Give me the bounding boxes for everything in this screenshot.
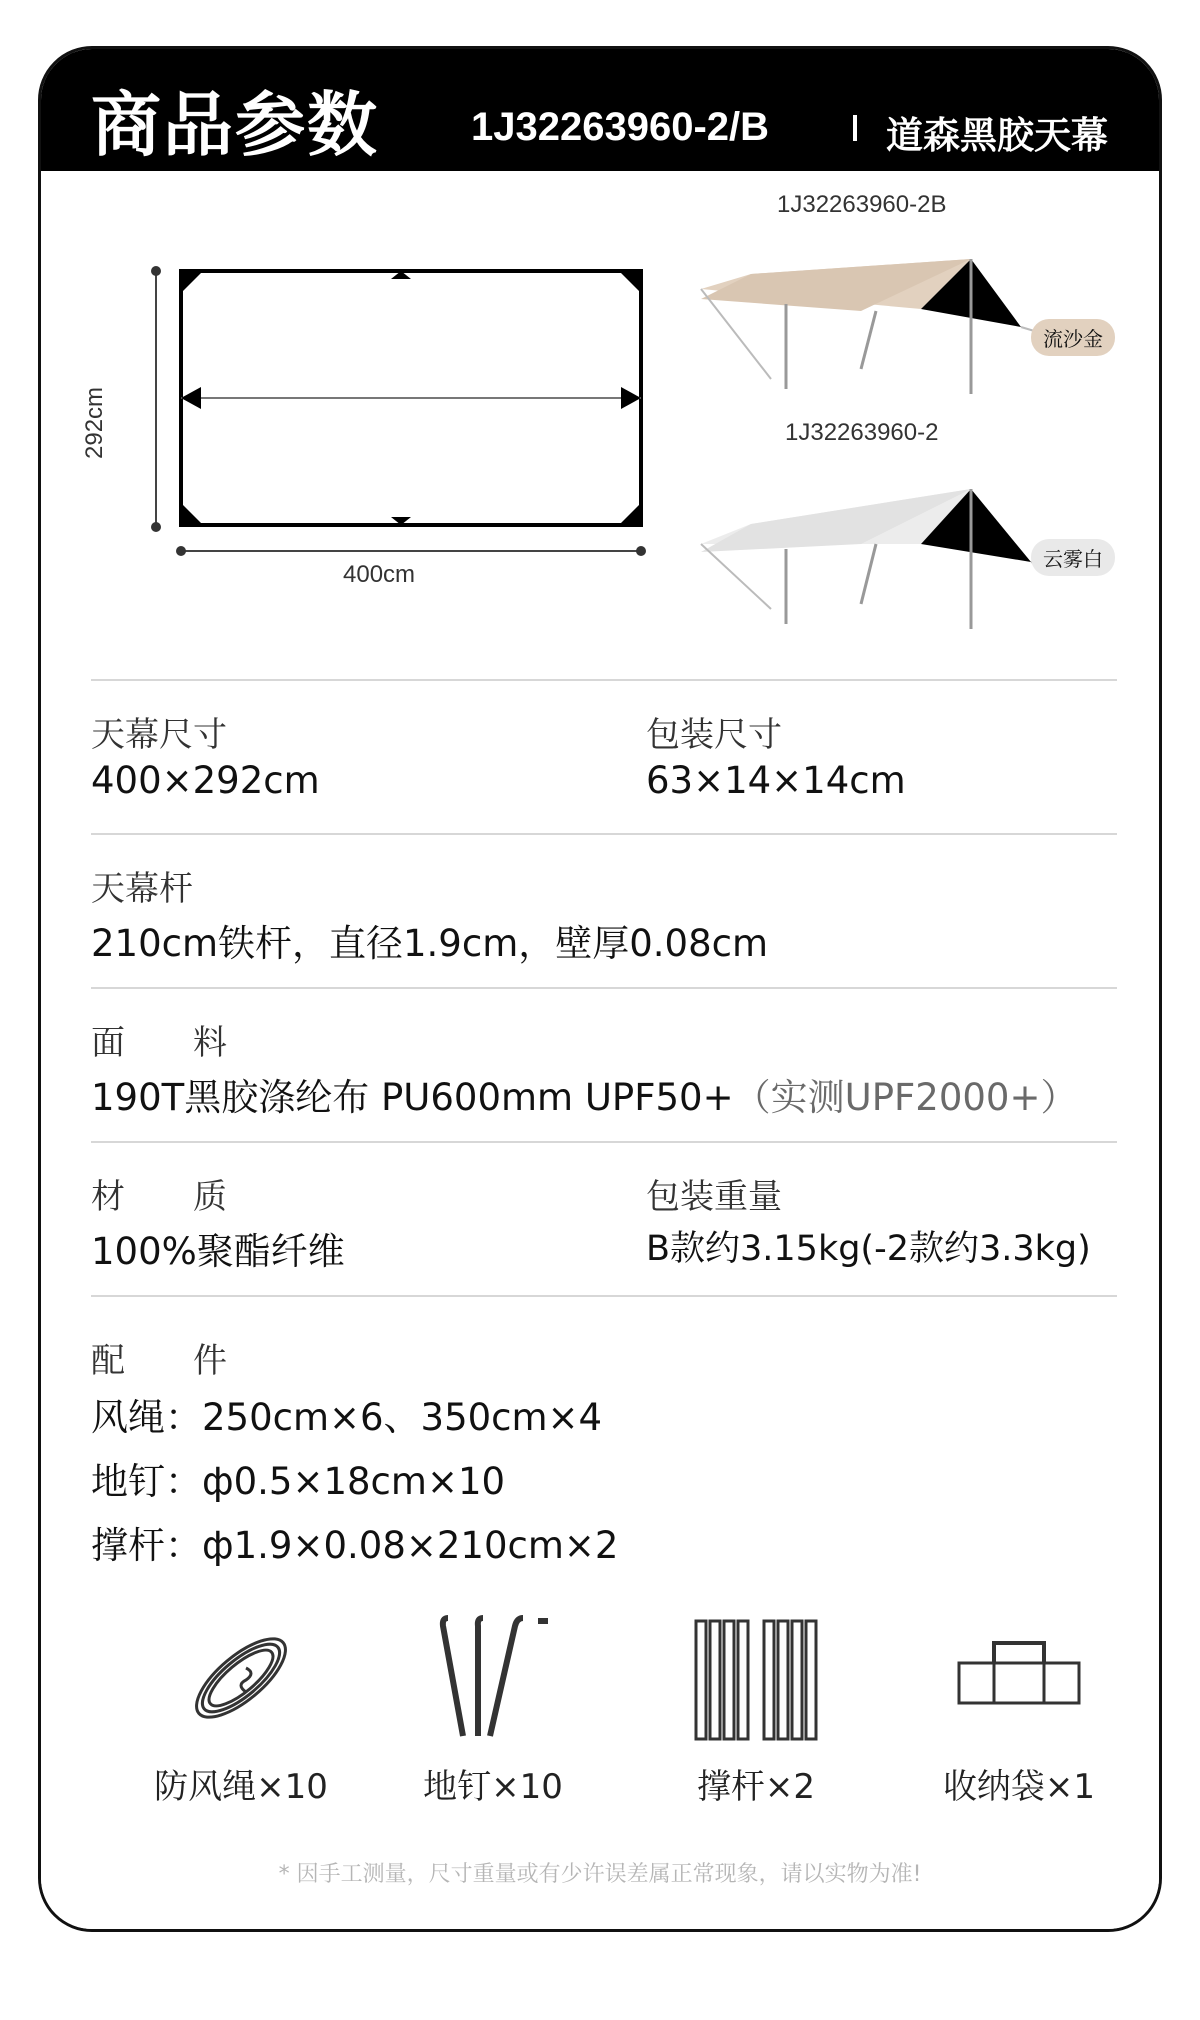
pack-size-value: 63×14×14cm [646, 759, 906, 802]
model-number: 1J32263960-2/B [471, 105, 770, 149]
divider [91, 679, 1117, 681]
accessory-label-poles: 撑杆×2 [696, 1767, 816, 1807]
tarp-dimension-diagram [101, 259, 701, 589]
fabric-label: 面 料 [91, 1023, 227, 1063]
divider [91, 1141, 1117, 1143]
product-spec-card [38, 46, 1162, 1932]
accessory-label-bag: 收纳袋×1 [942, 1767, 1096, 1807]
tarp-image-gold [691, 219, 1111, 399]
fabric-extra-value: （实测UPF2000+） [733, 1076, 1078, 1119]
material-value: 100%聚酯纤维 [91, 1230, 345, 1273]
divider [91, 833, 1117, 835]
pack-size-label: 包装尺寸 [646, 715, 782, 755]
accessory-stakes [363, 1609, 623, 1807]
divider [91, 987, 1117, 989]
variant-code-1: 1J32263960-2B [777, 191, 947, 218]
variant-code-2: 1J32263960-2 [785, 419, 939, 446]
accessory-line: 地钉：ф0.5×18cm×10 [91, 1460, 506, 1503]
color-badge-gold: 流沙金 [1031, 319, 1115, 356]
footnote: * 因手工测量，尺寸重量或有少许误差属正常现象，请以实物为准! [278, 1862, 922, 1887]
page-title: 商品参数 [91, 84, 379, 166]
accessory-rope [111, 1609, 371, 1807]
accessory-label-stakes: 地钉×10 [423, 1767, 563, 1807]
tarp-size-value: 400×292cm [91, 759, 320, 802]
material-label: 材 质 [91, 1177, 227, 1217]
accessory-line: 撑杆：ф1.9×0.08×210cm×2 [91, 1524, 619, 1567]
weight-value: B款约3.15kg(-2款约3.3kg) [646, 1229, 1091, 1269]
weight-label: 包装重量 [646, 1177, 782, 1217]
accessory-label-rope: 防风绳×10 [154, 1767, 328, 1807]
product-name: 道森黑胶天幕 [886, 114, 1108, 157]
rope-icon [176, 1613, 306, 1743]
tarp-size-label: 天幕尺寸 [91, 715, 227, 755]
bag-icon [949, 1613, 1089, 1743]
header-bar [41, 49, 1159, 171]
header-separator [853, 115, 857, 141]
height-dimension-label: 292cm [81, 386, 108, 459]
divider [91, 1295, 1117, 1297]
accessory-bag [889, 1609, 1149, 1807]
fabric-main-value: 190T黑胶涤纶布 PU600mm UPF50+ [91, 1076, 734, 1119]
fabric-value [91, 1067, 1077, 1121]
pole-value: 210cm铁杆，直径1.9cm，壁厚0.08cm [91, 922, 769, 965]
color-badge-white: 云雾白 [1031, 539, 1115, 576]
accessory-label: 配 件 [91, 1341, 227, 1381]
accessory-line: 风绳：250cm×6、350cm×4 [91, 1396, 603, 1439]
stake-icon [428, 1613, 558, 1743]
width-dimension-label: 400cm [343, 561, 416, 588]
pole-label: 天幕杆 [91, 869, 193, 909]
pole-icon [686, 1613, 826, 1743]
accessory-poles [626, 1609, 886, 1807]
